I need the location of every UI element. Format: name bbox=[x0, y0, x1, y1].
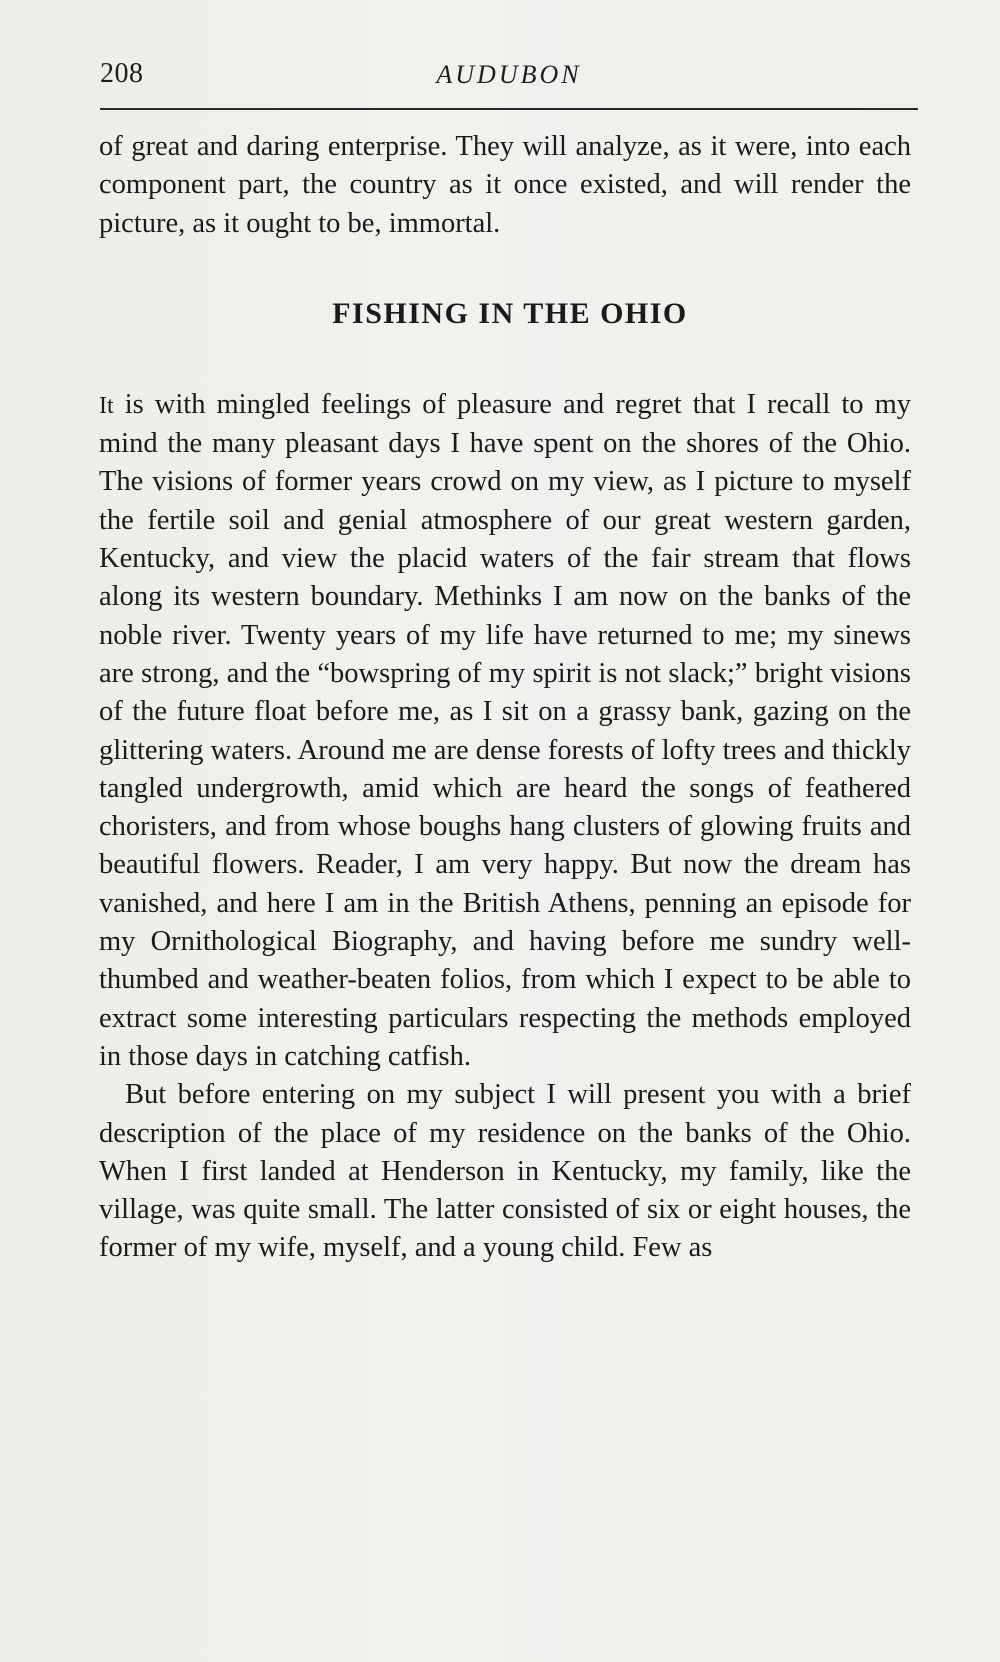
opening-paragraph: of great and daring enterprise. They will analyze, as it were, into each component part, the country as it once existed, and will render the picture, as it ought to be, immortal. bbox=[99, 131, 911, 239]
paragraph-text: is with mingled feelings of pleasure and regret that I recall to my mind the many pleasant days I have spent on the shores of the Ohio. The visions of former years crowd on my view, as I picture to myself the fertile soil and genial atmosphere of our great western garden, Kentucky, and view the placid waters of the fair stream that flows along its western boundary. Methinks I am now on the banks of the noble river. Twenty years of my life have returned to me; my sinews are strong, and the “bowspring of my spirit is not slack;” bright visions of the future float before me, as I sit on a grassy bank, gazing on the glittering waters. Around me are dense forests of lofty trees and thickly tangled undergrowth, amid which are heard the songs of feathered choristers, and from whose boughs hang clusters of glowing fruits and beautiful flowers. Reader, I am very happy. But now the dream has vanished, and here I am in the British Athens, penning an episode for my Ornithological Biography, and having before me sundry well-thumbed and weather-beaten folios, from which I expect to be able to extract some interesting particulars respecting the methods employed in those days in catching catfish. bbox=[99, 388, 912, 1072]
page-header bbox=[100, 58, 918, 92]
body-text bbox=[99, 128, 911, 1268]
section-title: FISHING IN THE OHIO bbox=[332, 296, 688, 330]
section-second-paragraph: But before entering on my subject I will present you with a brief description of the place of my residence on the banks of the Ohio. When I first landed at Henderson in Kentucky, my family, like the village, was quite small. The latter consisted of six or eight houses, the former of my wife, myself, and a young child. Few as bbox=[99, 1079, 911, 1264]
section-first-paragraph bbox=[99, 386, 911, 1076]
paragraph-lead-small-caps: It bbox=[99, 392, 114, 419]
page-number: 208 bbox=[100, 58, 144, 89]
running-head: AUDUBON bbox=[436, 60, 582, 89]
header-rule bbox=[100, 108, 918, 110]
